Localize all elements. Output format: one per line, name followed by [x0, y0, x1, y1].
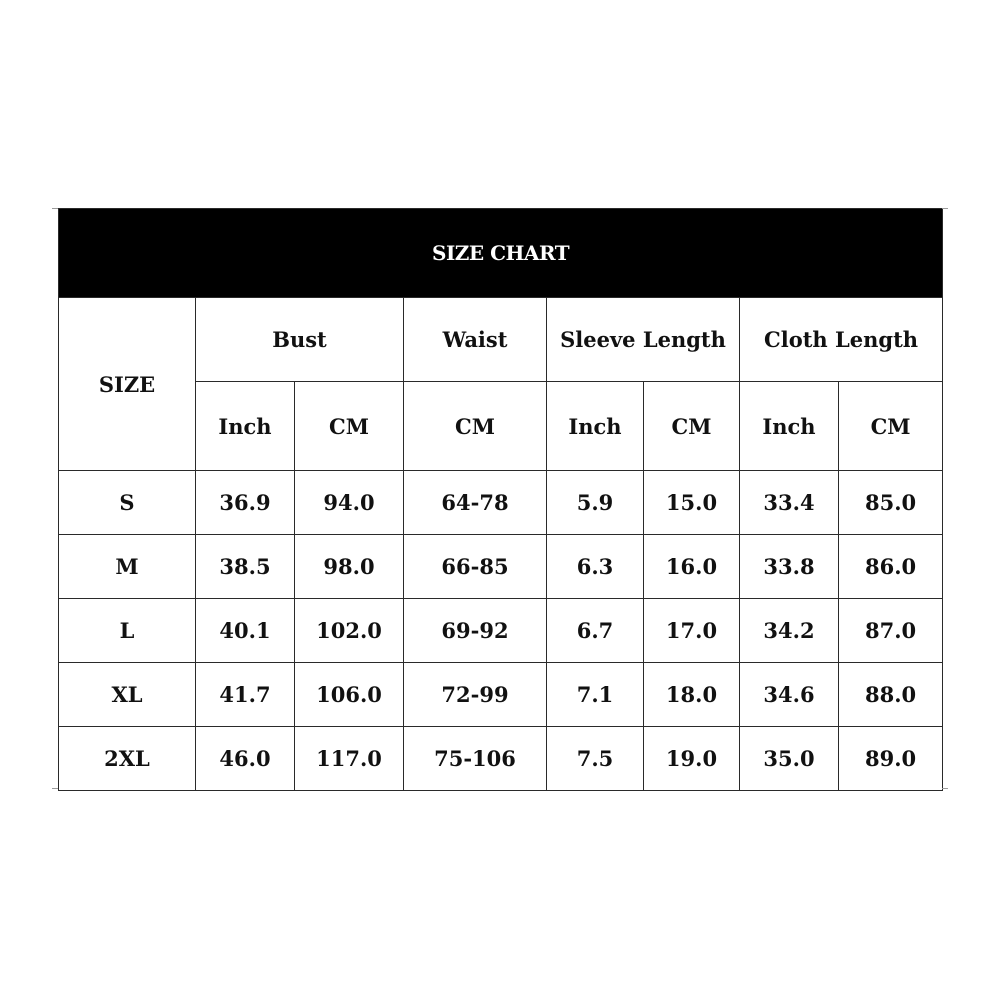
bust-inch-cell: 36.9 — [196, 471, 295, 535]
sleeve-inch-cell: 6.3 — [547, 535, 644, 599]
sleeve-cm-cell: 16.0 — [644, 535, 740, 599]
cloth-inch-cell: 34.2 — [740, 599, 839, 663]
size-column-header: SIZE — [59, 298, 196, 471]
cloth-length-group-header: Cloth Length — [740, 298, 943, 382]
sleeve-cm-cell: 17.0 — [644, 599, 740, 663]
sleeve-inch-cell: 7.1 — [547, 663, 644, 727]
size-cell: M — [59, 535, 196, 599]
sleeve-cm-cell: 19.0 — [644, 727, 740, 791]
size-cell: XL — [59, 663, 196, 727]
bust-cm-cell: 106.0 — [295, 663, 404, 727]
sleeve-cm-cell: 15.0 — [644, 471, 740, 535]
table-row — [59, 471, 943, 535]
table-row — [59, 727, 943, 791]
chart-title: SIZE CHART — [59, 209, 943, 298]
waist-group-header: Waist — [404, 298, 547, 382]
bust-cm-header: CM — [295, 382, 404, 471]
cloth-cm-cell: 89.0 — [839, 727, 943, 791]
cloth-inch-cell: 35.0 — [740, 727, 839, 791]
gridline-stub — [942, 208, 948, 209]
table-row — [59, 663, 943, 727]
group-header-row — [59, 298, 943, 382]
cloth-inch-header: Inch — [740, 382, 839, 471]
waist-cm-cell: 64-78 — [404, 471, 547, 535]
bust-group-header: Bust — [196, 298, 404, 382]
size-cell: L — [59, 599, 196, 663]
bust-cm-cell: 98.0 — [295, 535, 404, 599]
size-cell: 2XL — [59, 727, 196, 791]
cloth-cm-header: CM — [839, 382, 943, 471]
table-row — [59, 535, 943, 599]
cloth-cm-cell: 85.0 — [839, 471, 943, 535]
size-cell: S — [59, 471, 196, 535]
bust-inch-cell: 46.0 — [196, 727, 295, 791]
waist-cm-cell: 66-85 — [404, 535, 547, 599]
sleeve-length-group-header: Sleeve Length — [547, 298, 740, 382]
gridline-stub — [942, 788, 948, 789]
sleeve-inch-cell: 5.9 — [547, 471, 644, 535]
cloth-inch-cell: 33.8 — [740, 535, 839, 599]
sleeve-cm-header: CM — [644, 382, 740, 471]
table-row — [59, 599, 943, 663]
gridline-stub — [52, 208, 58, 209]
waist-cm-cell: 75-106 — [404, 727, 547, 791]
cloth-cm-cell: 86.0 — [839, 535, 943, 599]
bust-inch-cell: 41.7 — [196, 663, 295, 727]
title-row — [59, 209, 943, 298]
gridline-stub — [52, 788, 58, 789]
bust-cm-cell: 102.0 — [295, 599, 404, 663]
bust-inch-cell: 40.1 — [196, 599, 295, 663]
sleeve-inch-cell: 6.7 — [547, 599, 644, 663]
cloth-cm-cell: 87.0 — [839, 599, 943, 663]
sleeve-inch-cell: 7.5 — [547, 727, 644, 791]
cloth-inch-cell: 33.4 — [740, 471, 839, 535]
cloth-cm-cell: 88.0 — [839, 663, 943, 727]
sleeve-cm-cell: 18.0 — [644, 663, 740, 727]
sleeve-inch-header: Inch — [547, 382, 644, 471]
bust-cm-cell: 117.0 — [295, 727, 404, 791]
cloth-inch-cell: 34.6 — [740, 663, 839, 727]
bust-inch-cell: 38.5 — [196, 535, 295, 599]
waist-cm-cell: 72-99 — [404, 663, 547, 727]
bust-inch-header: Inch — [196, 382, 295, 471]
bust-cm-cell: 94.0 — [295, 471, 404, 535]
waist-cm-cell: 69-92 — [404, 599, 547, 663]
size-chart-table — [58, 208, 943, 791]
waist-cm-header: CM — [404, 382, 547, 471]
